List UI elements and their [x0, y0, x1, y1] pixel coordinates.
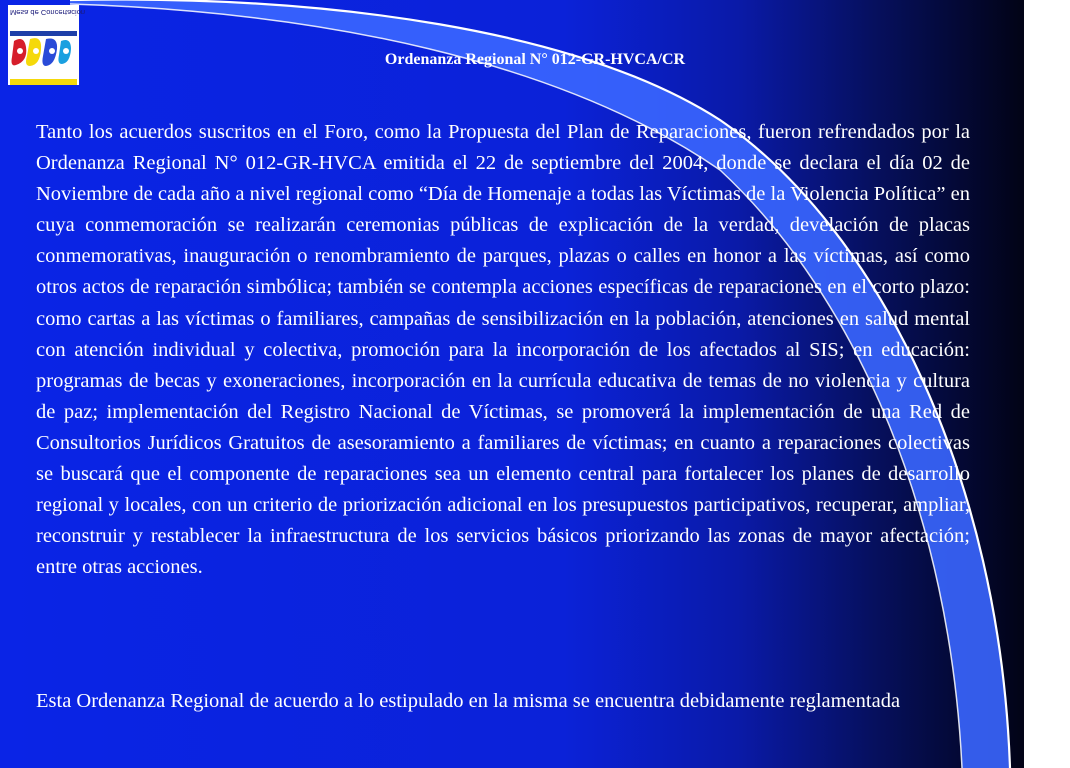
logo-text: Mesa de Concertacion [10, 8, 86, 17]
slide-title: Ordenanza Regional N° 012-GR-HVCA/CR [384, 51, 686, 68]
logo-emblem-icon [8, 5, 86, 85]
body-paragraph-2: Esta Ordenanza Regional de acuerdo a lo estipulado en la misma se encuentra debidamente reglamentada [36, 690, 901, 712]
organization-logo [8, 5, 86, 85]
body-paragraph-1: Tanto los acuerdos suscritos en el Foro, como la Propuesta del Plan de Reparaciones, fueron refrendados por la Ordenanza Regional N° 012-GR-HVCA emitida el 22 de septiembre del 2004, donde se declara el día 02 de Noviembre de cada año a nivel regional como “Día de Homenaje a todas las Víctimas de la Violencia Política” en cuya conmemoración se realizarán ceremonias públicas de explicación de la verdad, develación de placas conmemorativas, inauguración o renombramiento de parques, plazas o calles en honor a las víctimas, así como otros actos de reparación simbólica; también se contempla acciones específicas de reparaciones en el corto plazo: como cartas a las víctimas o familiares, campañas de sensibilización en la población, atenciones en salud mental con atención individual y colectiva, promoción para la incorporación de los afectados al SIS; en educación: programas de becas y exoneraciones, incorporación en la currícula educativa de temas de no violencia y cultura de paz; implementación del Registro Nacional de Víctimas, se promoverá la implementación de una Red de Consultorios Jurídicos Gratuitos de asesoramiento a familiares de víctimas; en cuanto a reparaciones colectivas se buscará que el componente de reparaciones sea un elemento central para fortalecer los planes de desarrollo regional y locales, con un criterio de priorización adicional en los presupuestos participativos, recuperar, ampliar, reconstruir y restablecer la infraestructura de los servicios básicos priorizando las zonas de mayor afectación; entre otras acciones. [36, 121, 970, 579]
